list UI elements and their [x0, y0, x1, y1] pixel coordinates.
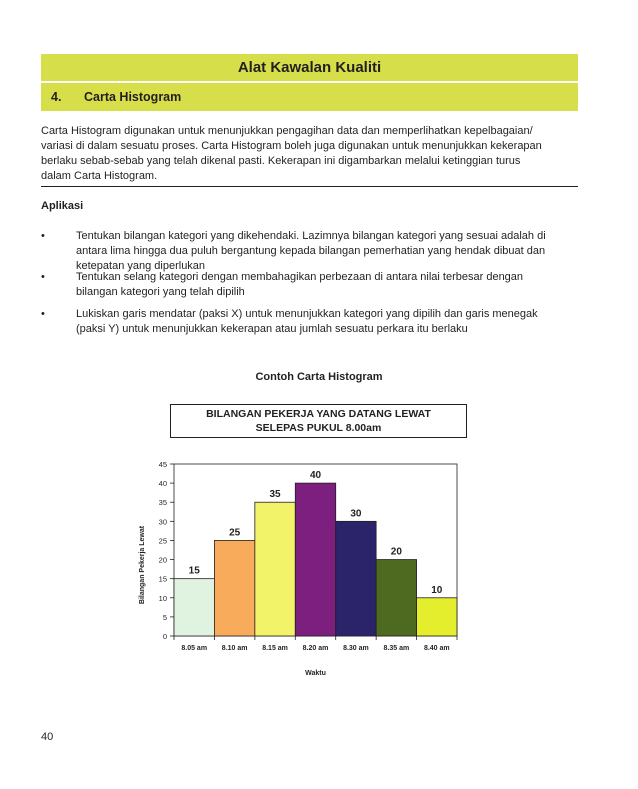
document-header-title: Alat Kawalan Kualiti: [41, 54, 578, 82]
y-tick-label: 5: [162, 612, 167, 622]
histogram-bar: [295, 483, 335, 636]
section-title: Carta Histogram: [84, 90, 182, 104]
bullet-line: (paksi Y) untuk menunjukkan kekerapan atau jumlah sesuatu perkara itu berlaku: [76, 323, 468, 335]
bullet-line: Tentukan selang kategori dengan membahagikan perbezaan di antara nilai terbesar dengan: [76, 271, 524, 283]
x-tick-label: 8.40 am: [423, 645, 450, 652]
intro-line: variasi di dalam sesuatu proses. Carta Histogram boleh juga digunakan untuk menunjukkan kekerapan: [41, 140, 542, 152]
bar-value-label: 30: [350, 508, 362, 520]
histogram-bar: [336, 521, 376, 636]
bar-value-label: 20: [390, 546, 402, 558]
bar-value-label: 35: [269, 489, 281, 501]
histogram-bar: [376, 560, 416, 636]
bullet-line: ketepatan yang diperlukan: [76, 260, 206, 272]
bar-value-label: 25: [229, 527, 241, 539]
bullet-line: bilangan kategori yang telah dipilih: [76, 286, 245, 298]
bullet-text: [76, 307, 578, 337]
bullet-marker: •: [41, 308, 45, 320]
chart-title-box: [170, 404, 467, 438]
chart-title-line: BILANGAN PEKERJA YANG DATANG LEWAT: [206, 408, 431, 420]
y-tick-label: 15: [158, 574, 167, 584]
section-number: 4.: [51, 90, 62, 104]
y-tick-label: 25: [158, 536, 167, 546]
x-axis-label: Waktu: [305, 670, 326, 677]
y-tick-label: 45: [158, 460, 167, 469]
example-title: Contoh Carta Histogram: [255, 371, 383, 383]
bullet-line: Lukiskan garis mendatar (paksi X) untuk menunjukkan kategori yang dipilih dan garis menegak: [76, 308, 538, 320]
x-tick-label: 8.30 am: [343, 645, 369, 652]
bullet-line: Tentukan bilangan kategori yang dikehendaki. Lazimnya bilangan kategori yang sesuai adalah di: [76, 230, 546, 242]
intro-line: berlaku sebab-sebab yang telah dikenal pasti. Kekerapan ini digambarkan melalui ketinggian turus: [41, 155, 521, 167]
bullet-line: antara lima hingga dua puluh bergantung kepada bilangan pemerhatian yang hendak dibuat dan: [76, 245, 546, 257]
x-tick-label: 8.10 am: [221, 645, 248, 652]
bullet-marker: •: [41, 230, 45, 242]
intro-line: dalam Carta Histogram.: [41, 170, 158, 182]
histogram-bar: [417, 598, 457, 636]
y-tick-label: 10: [158, 593, 167, 603]
x-tick-label: 8.05 am: [181, 645, 208, 652]
histogram-bar: [255, 502, 295, 636]
bar-value-label: 40: [309, 470, 322, 482]
bullet-text: [76, 229, 578, 274]
y-tick-label: 20: [158, 555, 167, 565]
divider: [41, 186, 578, 187]
page-number: 40: [41, 731, 54, 743]
bar-value-label: 10: [431, 584, 443, 596]
histogram-chart: [120, 455, 480, 685]
bullet-text: [76, 270, 578, 300]
histogram-bar: [174, 579, 214, 636]
intro-paragraph: [41, 124, 578, 184]
histogram-bar: [214, 540, 254, 636]
x-tick-label: 8.15 am: [262, 645, 288, 652]
chart-title-line: SELEPAS PUKUL 8.00am: [255, 422, 382, 434]
section-header: [41, 83, 578, 111]
x-tick-label: 8.20 am: [302, 645, 329, 652]
y-tick-label: 30: [158, 517, 167, 527]
y-axis-label: Bilangan Pekerja Lewat: [139, 525, 146, 605]
aplikasi-heading: Aplikasi: [41, 200, 84, 212]
y-tick-label: 35: [158, 498, 167, 508]
y-tick-label: 40: [158, 479, 167, 489]
bar-value-label: 15: [188, 565, 200, 577]
bullet-marker: •: [41, 271, 45, 283]
intro-line: Carta Histogram digunakan untuk menunjukkan pengagihan data dan memperlihatkan kepelbagaian/: [41, 125, 533, 137]
x-tick-label: 8.35 am: [383, 645, 410, 652]
y-tick-label: 0: [162, 632, 167, 641]
